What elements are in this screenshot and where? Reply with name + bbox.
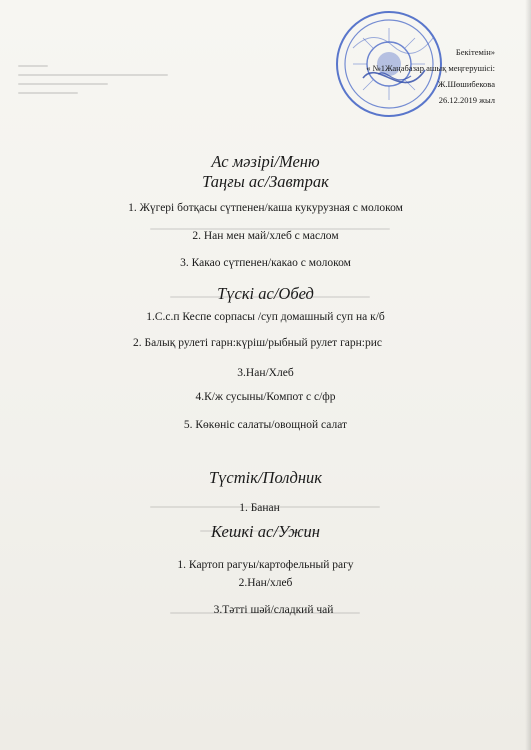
page-edge-shadow (525, 0, 531, 750)
snack-heading: Түстік/Полдник (208, 468, 322, 487)
lunch-item: 2. Балық рулеті гарн:күріш/рыбный рулет гарн:рис (132, 337, 383, 349)
approval-heading: Бекітемін» (455, 47, 495, 57)
breakfast-heading: Таңғы ас/Завтрак (202, 172, 329, 191)
approval-date: 26.12.2019 жыл (438, 95, 495, 105)
lunch-heading: Түскі ас/Обед (217, 284, 314, 303)
dinner-item: 1. Картоп рагуы/картофельный рагу (177, 559, 354, 571)
snack-item: 1. Банан (239, 502, 280, 514)
lunch-item: 5. Көкөніс салаты/овощной салат (183, 419, 348, 431)
dinner-heading: Кешкі ас/Ужин (211, 522, 320, 541)
approval-block (295, 44, 495, 108)
lunch-item: 3.Нан/Хлеб (237, 367, 294, 379)
show-through-marks (18, 58, 188, 138)
lunch-item: 4.К/ж сусыны/Компот с с/фр (195, 391, 336, 403)
lunch-item: 1.С.с.п Кеспе сорпасы /суп домашный суп на к/б (146, 311, 385, 323)
breakfast-item: 3. Какао сүтпенен/какао с молоком (180, 257, 351, 269)
approval-institution: « №1Жаңабазар ашық меңгерушісі: (366, 63, 495, 73)
dinner-item: 2.Нан/хлеб (238, 577, 293, 589)
breakfast-item: 1. Жүгері ботқасы сүтпенен/каша кукурузная с молоком (128, 202, 403, 214)
menu-title: Ас мәзірі/Меню (211, 152, 320, 171)
dinner-item: 3.Тәтті шәй/сладкий чай (213, 604, 334, 616)
breakfast-item: 2. Нан мен май/хлеб с маслом (192, 230, 339, 242)
approval-signatory: Ж.Шөшибекова (437, 79, 495, 89)
